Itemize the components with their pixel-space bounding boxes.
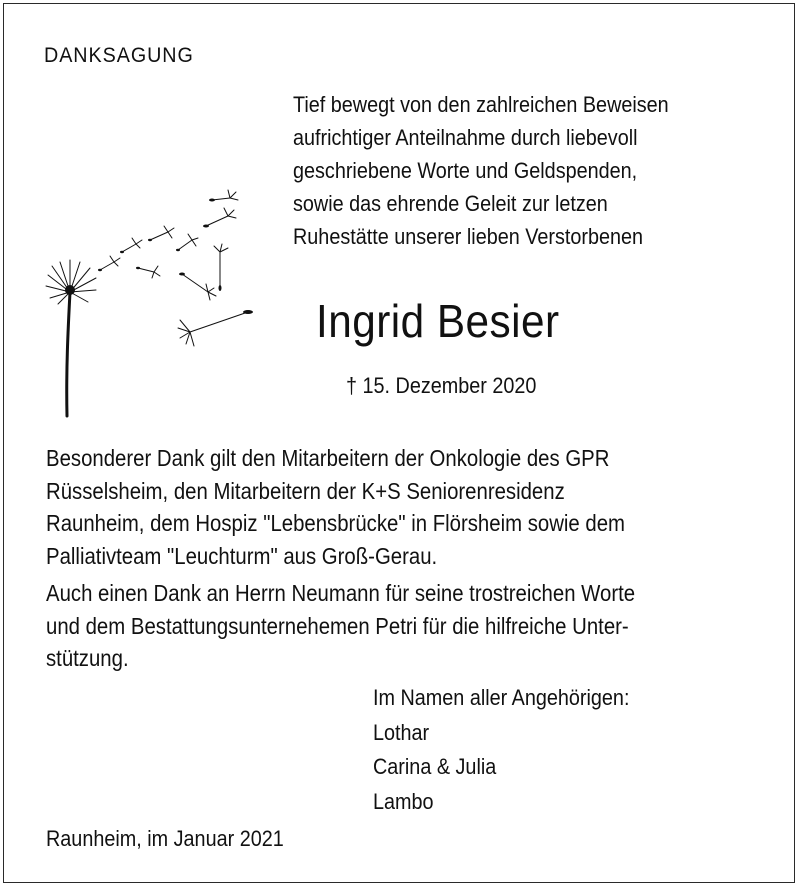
paragraph-line: Auch einen Dank an Herrn Neumann für seine trostreichen Worte: [46, 580, 636, 606]
thanks-paragraph-1: [46, 442, 625, 572]
intro-line: sowie das ehrende Geleit zur letzen: [293, 191, 608, 216]
deceased-name: Ingrid Besier: [316, 295, 560, 347]
paragraph-line: Raunheim, dem Hospiz "Lebensbrücke" in Flörsheim sowie dem: [46, 510, 625, 536]
paragraph-line: Besonderer Dank gilt den Mitarbeitern der Onkologie des GPR: [46, 445, 610, 471]
paragraph-line: stützung.: [46, 645, 129, 671]
intro-line: aufrichtiger Anteilnahme durch liebevoll: [293, 125, 638, 150]
paragraph-line: Palliativteam "Leuchturm" aus Groß-Gerau.: [46, 542, 438, 569]
notice-heading: DANKSAGUNG: [44, 44, 194, 67]
signature-intro: Im Namen aller Angehörigen:: [373, 685, 630, 710]
paragraph-line: Rüsselsheim, den Mitarbeitern der K+S Seniorenresidenz: [46, 477, 565, 504]
place-date: Raunheim, im Januar 2021: [46, 826, 284, 851]
paragraph-line: und dem Bestattungsunternehemen Petri für die hilfreiche Unter-: [46, 612, 629, 639]
signer-name: Lothar: [373, 719, 430, 745]
death-date: † 15. Dezember 2020: [346, 373, 537, 398]
dandelion-icon: [30, 180, 260, 425]
intro-text: [293, 88, 669, 253]
signature-block: [373, 681, 629, 819]
intro-line: geschriebene Worte und Geldspenden,: [293, 158, 638, 183]
signer-name: Carina & Julia: [373, 754, 497, 779]
intro-line: Ruhestätte unserer lieben Verstorbenen: [293, 224, 644, 249]
intro-line: Tief bewegt von den zahlreichen Beweisen: [293, 92, 669, 117]
signer-name: Lambo: [373, 788, 434, 814]
thanks-paragraph-2: [46, 577, 635, 675]
